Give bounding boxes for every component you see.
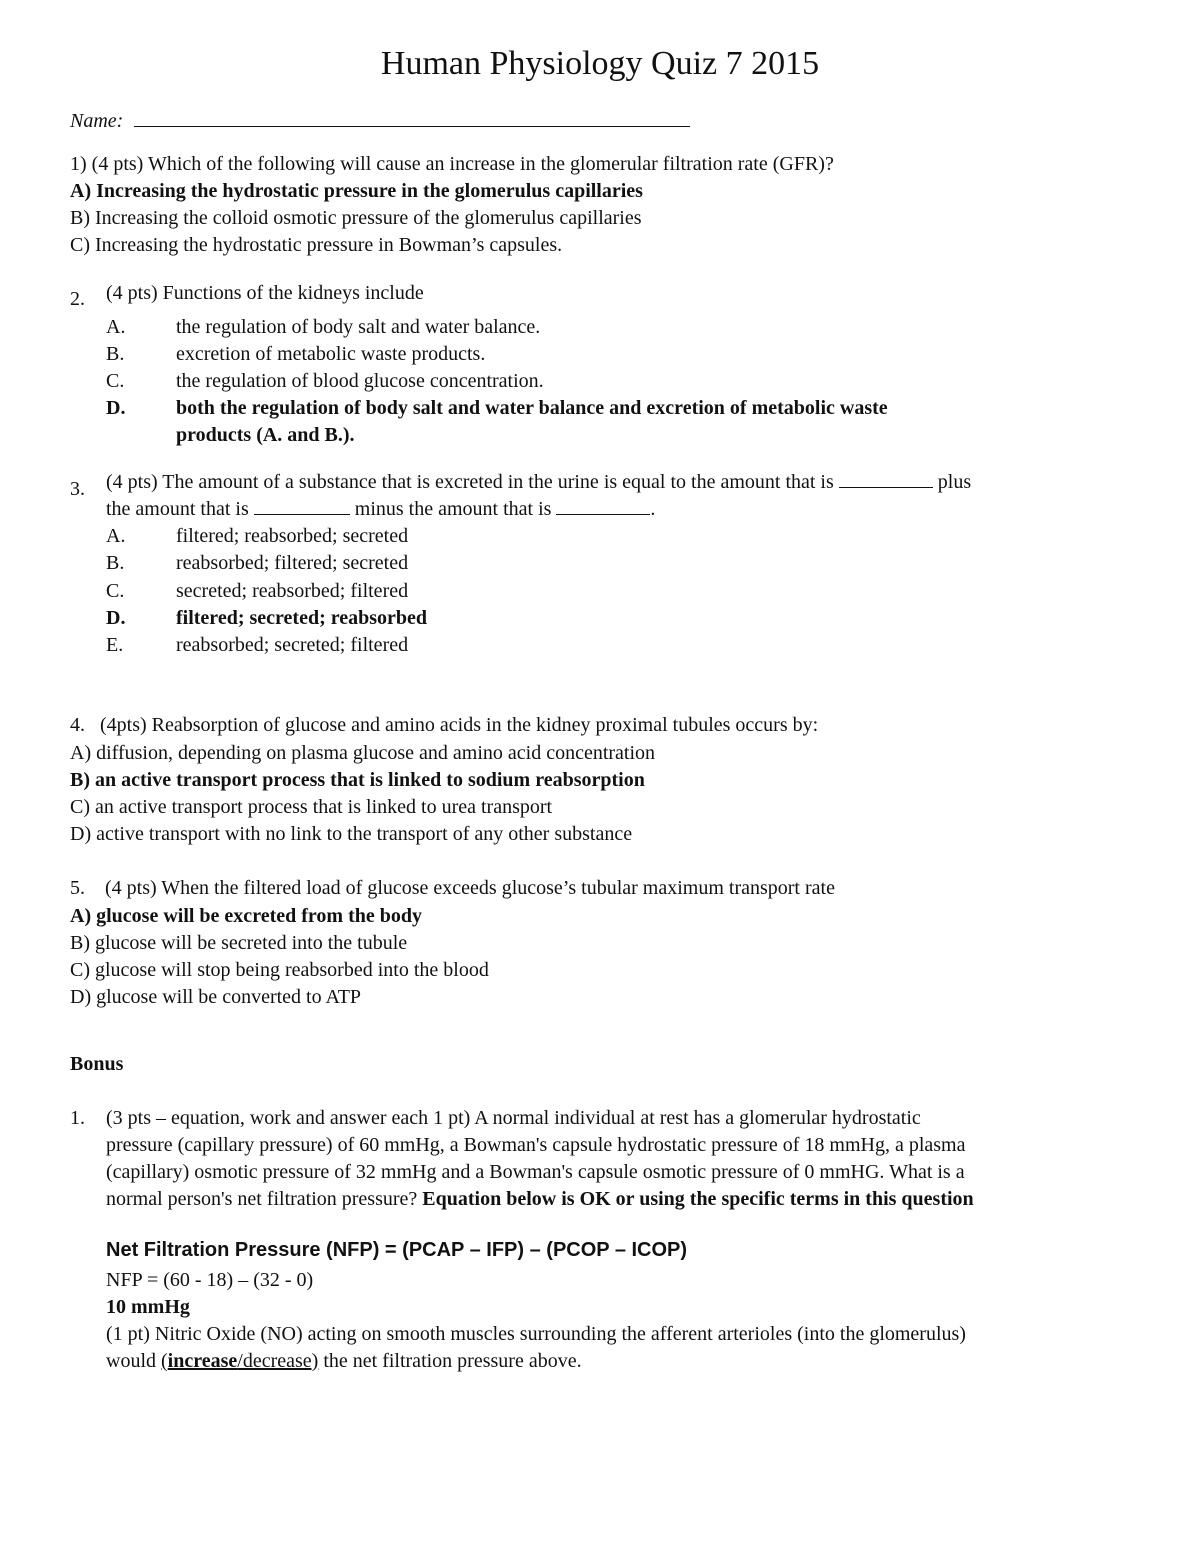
followup-pre: would — [106, 1350, 161, 1372]
q3-stem-part1: (4 pts) The amount of a substance that is excreted in the urine is equal to the amount that is — [106, 471, 834, 493]
q3-option-a-label: A. — [106, 525, 126, 547]
q2-option-b: excretion of metabolic waste products. — [176, 343, 486, 365]
nfp-work: NFP = (60 - 18) – (32 - 0) — [106, 1269, 314, 1291]
q2-option-d-continued: products (A. and B.). — [176, 424, 355, 446]
q3-option-d-label: D. — [106, 607, 126, 629]
q5-option-a: A) glucose will be excreted from the body — [70, 905, 422, 927]
q4-option-c: C) an active transport process that is linked to urea transport — [70, 796, 553, 818]
q3-blank-3[interactable] — [556, 496, 650, 515]
q3-number: 3. — [70, 478, 85, 500]
q5-option-d: D) glucose will be converted to ATP — [70, 986, 362, 1008]
q2-option-a: the regulation of body salt and water balance. — [176, 316, 541, 338]
q4-option-d: D) active transport with no link to the transport of any other substance — [70, 823, 633, 845]
q2-stem: (4 pts) Functions of the kidneys include — [106, 282, 424, 304]
followup-choice — [161, 1350, 318, 1372]
q3-option-e-label: E. — [106, 634, 124, 656]
q1-stem: 1) (4 pts) Which of the following will cause an increase in the glomerular filtration rate (GFR)? — [70, 153, 834, 175]
q1-option-a: A) Increasing the hydrostatic pressure in the glomerulus capillaries — [70, 180, 643, 202]
followup-choice-decrease: /decrease) — [237, 1350, 319, 1372]
q3-option-c-label: C. — [106, 580, 125, 602]
bonus-number: 1. — [70, 1107, 85, 1129]
q3-stem-part5: . — [650, 498, 656, 520]
nfp-answer: 10 mmHg — [106, 1296, 190, 1318]
q2-option-d-label: D. — [106, 397, 126, 419]
q4-stem: 4. (4pts) Reabsorption of glucose and amino acids in the kidney proximal tubules occurs by: — [70, 714, 819, 736]
q3-option-c: secreted; reabsorbed; filtered — [176, 580, 409, 602]
q1-option-c: C) Increasing the hydrostatic pressure in Bowman’s capsules. — [70, 234, 563, 256]
bonus-line-4-instruction: Equation below is OK or using the specific terms in this question — [422, 1188, 974, 1210]
q2-number: 2. — [70, 288, 85, 310]
q3-stem-part2: plus — [937, 471, 972, 493]
followup-post: the net filtration pressure above. — [318, 1350, 582, 1372]
bonus-heading: Bonus — [70, 1053, 124, 1075]
nfp-equation: Net Filtration Pressure (NFP) = (PCAP – IFP) – (PCOP – ICOP) — [106, 1239, 688, 1261]
q3-option-d: filtered; secreted; reabsorbed — [176, 607, 428, 629]
q2-option-b-label: B. — [106, 343, 125, 365]
q3-stem-line2 — [106, 496, 655, 522]
bonus-followup-line-1: (1 pt) Nitric Oxide (NO) acting on smooth muscles surrounding the afferent arterioles (into the glomerulus) — [106, 1323, 966, 1345]
q2-option-d: both the regulation of body salt and water balance and excretion of metabolic waste — [176, 397, 888, 419]
q3-stem-part4: minus the amount that is — [354, 498, 552, 520]
q3-blank-1[interactable] — [839, 469, 933, 488]
bonus-line-3: (capillary) osmotic pressure of 32 mmHg and a Bowman's capsule osmotic pressure of 0 mmHG. What is a — [106, 1161, 965, 1183]
bonus-followup-line-2 — [106, 1348, 582, 1374]
page-title: Human Physiology Quiz 7 2015 — [380, 45, 820, 82]
q3-option-b: reabsorbed; filtered; secreted — [176, 552, 409, 574]
bonus-line-4-text: normal person's net filtration pressure? — [106, 1188, 423, 1210]
q4-option-b: B) an active transport process that is linked to sodium reabsorption — [70, 769, 645, 791]
followup-choice-increase: increase — [167, 1350, 238, 1372]
q5-option-b: B) glucose will be secreted into the tubule — [70, 932, 408, 954]
q2-option-c-label: C. — [106, 370, 125, 392]
q1-option-b: B) Increasing the colloid osmotic pressure of the glomerulus capillaries — [70, 207, 642, 229]
q3-option-b-label: B. — [106, 552, 125, 574]
q4-option-a: A) diffusion, depending on plasma glucose and amino acid concentration — [70, 742, 656, 764]
q5-option-c: C) glucose will stop being reabsorbed into the blood — [70, 959, 489, 981]
q3-stem-part3: the amount that is — [106, 498, 249, 520]
name-blank-line[interactable] — [134, 108, 690, 127]
bonus-line-1: (3 pts – equation, work and answer each 1 pt) A normal individual at rest has a glomerular hydrostatic — [106, 1107, 921, 1129]
q5-stem: 5. (4 pts) When the filtered load of glucose exceeds glucose’s tubular maximum transport rate — [70, 877, 835, 899]
q3-option-e: reabsorbed; secreted; filtered — [176, 634, 409, 656]
q2-option-a-label: A. — [106, 316, 126, 338]
followup-open: ( — [161, 1350, 168, 1372]
q3-stem-line1 — [106, 469, 971, 495]
bonus-line-2: pressure (capillary pressure) of 60 mmHg, a Bowman's capsule hydrostatic pressure of 18 mmHg, a plasma — [106, 1134, 966, 1156]
q3-blank-2[interactable] — [254, 496, 350, 515]
q3-option-a: filtered; reabsorbed; secreted — [176, 525, 409, 547]
q2-option-c: the regulation of blood glucose concentration. — [176, 370, 544, 392]
name-label: Name: — [70, 110, 124, 132]
bonus-line-4 — [106, 1186, 974, 1212]
name-field-row — [70, 108, 690, 134]
